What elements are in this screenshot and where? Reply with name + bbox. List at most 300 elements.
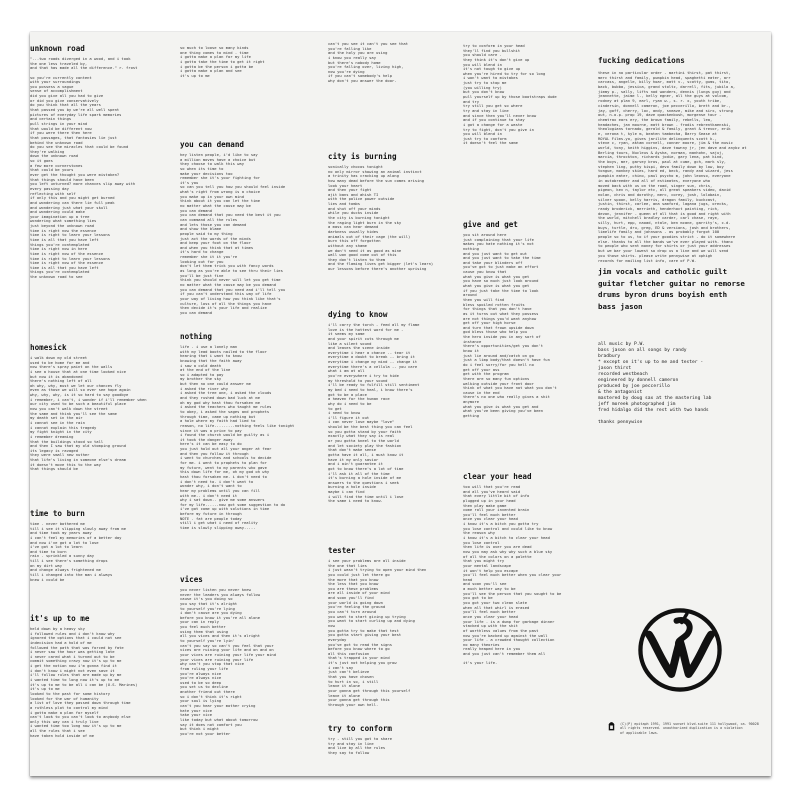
song-lyrics — [328, 42, 463, 84]
lyric-line: i see a house that at one time looked nice — [30, 369, 127, 374]
lyric-line: so i don't think it's right — [180, 694, 242, 699]
song-title: dying to know — [328, 310, 388, 319]
lyric-line: and that has made all the difference." r. frost — [30, 66, 138, 71]
lyric-line: and the holy you are using — [328, 51, 388, 56]
lyric-line: why do i need to be — [328, 401, 372, 406]
lyric-line: at the end of the line — [180, 368, 231, 373]
dedication-line: headaches, jan mourne, matt brown - frodis rebrentkaenski, — [598, 122, 731, 127]
lyric-line: a list of love they passed down through time — [30, 701, 131, 706]
lyric-line: it's up to me — [30, 687, 60, 692]
column-5 — [598, 32, 771, 776]
lyric-line: what's right from wrong is a choice — [180, 190, 261, 195]
lyric-line: things you're contemplated — [30, 242, 90, 247]
lyric-line: when all that whirl is erased — [463, 605, 530, 610]
lyric-line: your life - a crowded thought collection — [463, 638, 555, 643]
lyric-line: and then I saw that my old stomping ground — [30, 444, 127, 449]
lyric-line: time is right to learn your lessons — [30, 256, 111, 261]
dedication-line: out, n.o.p. prop 19, dave quackenbush, morgense tour - — [598, 113, 722, 118]
lyric-line: you gotta try to make that test — [328, 628, 399, 633]
lyric-line: hear my problems until you can fill — [180, 488, 261, 493]
lyric-line: no many theories — [463, 642, 500, 647]
lyric-line: one thing comes to mind - time — [180, 50, 249, 55]
song-title: time to burn — [30, 509, 85, 518]
lyric-line: you're always nice — [180, 671, 222, 676]
lyric-line: and lets those you can demand — [180, 222, 247, 227]
dedication-line: marcia, throckton, richards jodie, gary lena, pat kind, — [598, 155, 724, 160]
song-lyrics — [328, 165, 463, 272]
lyric-line: that things should have been — [30, 177, 95, 182]
lyric-line: what i am at all — [328, 369, 365, 374]
lyric-line: it's up to me to be all i can be (U.S. Marines) — [30, 682, 138, 687]
lyric-line: i gotta make a plan for my life — [180, 55, 251, 60]
lyric-line: try still you get so where — [463, 104, 523, 109]
lineup-line: bass jason — [598, 301, 643, 311]
lyric-line: that you might try — [463, 559, 505, 564]
lyric-line: that's trapped in your mind — [328, 656, 390, 661]
dedication-line: the boys, mer, garvey bros, paul at cume, gch, mark sly, — [598, 160, 727, 165]
lyric-line: i'll carry the torch - feed all my flame — [328, 323, 420, 327]
lyric-line: looked to the past for some history — [30, 691, 111, 696]
song-title: clear your head — [463, 472, 532, 481]
song-title: homesick — [30, 343, 67, 352]
song-lyrics — [328, 559, 463, 708]
lineup-line: jim vocals and catholic guilt — [598, 267, 728, 276]
lyric-line: to get — [328, 406, 342, 411]
lyric-line: never the leaders you always follow — [180, 592, 261, 597]
lyric-line: now there's spray paint on the walls — [30, 365, 113, 370]
pennywise-pw-logo — [637, 607, 723, 693]
dedications-title: fucking dedications — [598, 56, 685, 65]
dedication-line: buys, turtle, dru, greg, ED & versions, josh and brothers, — [598, 225, 731, 230]
lyric-line: have taken hold inside of me — [30, 733, 95, 738]
lyric-line: of worthless values from the past — [463, 628, 539, 633]
lyric-line: wondering what something lies — [30, 219, 97, 224]
dedication-line: to people who sent money for shirts or just your addresses — [598, 244, 731, 249]
lineup — [598, 267, 771, 311]
lyric-line: i wanted time to long now it's up to me — [30, 678, 120, 683]
lyric-line: i never saw the hour was getting late — [30, 650, 115, 655]
lyric-line: can't you say so can't you feel that your — [180, 643, 274, 648]
lyric-line: what you give is what you get — [463, 284, 530, 289]
lyric-line: and live by all the rules — [328, 746, 386, 751]
lyric-line: it took the danger away — [180, 437, 233, 442]
lyric-line: that would be different now — [30, 126, 92, 131]
lyric-line: you got your two clean slate — [463, 601, 528, 606]
lyric-line: think you should never will let you get time — [180, 278, 281, 283]
lyric-line: just act the words of the minds — [180, 236, 251, 241]
lyric-line: you want to start curling up and dying — [328, 619, 415, 624]
lyric-line: it's just not helping you grow — [328, 661, 397, 666]
lyric-line: i see your problems are all inside — [328, 559, 406, 563]
lyric-line: time is right now of the essence — [30, 251, 104, 256]
dedication-line: cindersin, donnell cameron, joe peccerillo, brett and br., — [598, 103, 731, 108]
lineup-line: guitar fletcher guitar no remorse — [598, 278, 745, 288]
epitaph-label-icon — [608, 720, 615, 731]
lyric-line: and all you've heard said — [463, 489, 521, 494]
credit-line: jason thirst — [598, 366, 632, 371]
lyric-line: before my future in through — [180, 512, 242, 517]
lyric-line: get off your ass — [463, 367, 500, 372]
lyric-line: god bless those who help you — [463, 330, 528, 335]
song-lyrics — [30, 522, 180, 582]
lyric-line: your soul is lying — [180, 699, 222, 704]
lyric-line: lies and tombs — [328, 202, 361, 207]
lyric-line: so when its time to — [180, 166, 224, 171]
lyric-line: you can demand that you need and i'll tell you — [180, 287, 286, 292]
lyric-line: you say that it's alright — [180, 601, 238, 606]
lyric-line: then you will find — [463, 297, 505, 302]
song-lyrics — [463, 44, 598, 146]
lyric-line: ignored the options that i could not see — [30, 636, 122, 641]
lyric-line: just a limp body/that doesn't have fun — [463, 358, 550, 363]
lyric-line: maybe i can find — [328, 490, 365, 495]
lyric-line: time is right now of the essence — [30, 261, 104, 266]
lyric-line: vices are ruining your life and on and on — [180, 648, 274, 653]
lyric-line: another friend out there — [180, 690, 235, 695]
lyric-line: and then your fight — [328, 188, 372, 193]
lyric-line: it doesn't feel the same — [463, 141, 518, 146]
lyric-line: that passed you by we're all well spent — [30, 108, 120, 113]
column-2 — [180, 32, 328, 776]
lyric-line: pictures of everyday life spark memories — [30, 112, 122, 117]
lyric-line: here's it can be easy to do — [180, 442, 242, 447]
song-give-and-get — [463, 220, 598, 419]
lyric-line: a mass can hear demand — [328, 225, 379, 230]
lyric-line: it seems my same — [328, 332, 365, 337]
lyric-line: i've got a lot to learn — [30, 545, 83, 550]
lyric-line: knowing that the faith away — [180, 358, 242, 363]
lyric-line: burn this off forgotten — [328, 239, 381, 244]
lyric-line: really heaped here in you — [463, 647, 521, 652]
lyric-line: like today but what about tomorrow — [180, 717, 258, 722]
lyric-line: a few more cornerstones — [30, 163, 83, 168]
song-dying-to-know — [328, 310, 463, 504]
lyric-line: i've got come up with solutions in time — [180, 507, 270, 512]
lyric-line: they choose to walk this way — [180, 162, 245, 167]
lyric-line: what you give is what you get — [463, 274, 530, 279]
lyric-line: there's no one who really gives a shit — [463, 395, 550, 400]
lyric-line: you can't turn around — [328, 610, 377, 615]
lyric-line: that life's living in someone else's dream — [30, 458, 127, 463]
lyric-line: while you ducks inside — [328, 211, 379, 216]
lyric-line: cause in the end — [463, 390, 500, 395]
lyric-line: and turn that frown upside down — [463, 325, 534, 330]
lyric-line: why i sat down.. give me some answers — [180, 498, 265, 503]
lyric-line: i won't want to mistakes — [463, 76, 518, 81]
song-try-to-conform — [328, 724, 463, 756]
lyric-line: on my dirt way — [30, 563, 63, 568]
lyric-line: cause you know that — [463, 270, 507, 275]
lyric-line: do you see the miracles that could be found — [30, 145, 129, 150]
lyric-line: from ruling your life — [180, 666, 229, 671]
lyric-line: answers to the questions i seek — [328, 480, 399, 485]
lyric-line: before you know it you're all alone — [180, 615, 261, 620]
lyric-line: just try to stop me — [463, 81, 507, 86]
lyric-line: used to be home for me and — [30, 360, 90, 365]
lyric-line: that every little bit of info — [463, 494, 530, 499]
song-homesick — [30, 343, 180, 472]
lyric-line: you can demand — [180, 310, 213, 315]
song-lyrics — [463, 233, 598, 419]
lyric-line: or did you give conservatively — [30, 98, 99, 103]
lyric-line: know it — [463, 349, 480, 354]
lyric-line: i asked the tree one, i asked the clouds — [180, 391, 272, 396]
lyric-line: once you clear your head — [463, 614, 518, 619]
lyric-line: bless spoiled rotten fruits — [463, 302, 525, 307]
lyric-line: getting — [463, 413, 480, 418]
lyric-line: it's your life. — [463, 661, 498, 666]
lyric-line: i'll ask it all of the time — [328, 471, 390, 476]
lyric-line: just complaining that your life — [463, 237, 534, 242]
copyright-line: (C)(P) epitaph 1991, 1991 sunset blvd.suite 111 hollywood, ca. 90028 — [620, 722, 759, 726]
credit-line: bradbury — [598, 354, 621, 359]
lyric-line: i gotta be the person i gotta be — [180, 64, 254, 69]
lyric-line: you want to start giving up trying — [328, 614, 406, 619]
lyric-line: your imagination up a tree — [30, 214, 90, 219]
dedication-line: tongue, monkey skies, hard ed, beck, randy and wizard, jess — [598, 169, 733, 174]
lyric-line: and wondering just what your skull — [30, 205, 108, 210]
lyric-line: you're falling over, living high, — [328, 65, 404, 70]
lyric-line: time - never bothered me — [30, 522, 85, 526]
song-lyrics — [180, 588, 328, 737]
lyric-line: to yourself you're lyin' — [180, 639, 235, 644]
credit-line: mastered by doug sax at the mastering lab — [598, 396, 712, 401]
credit-line: thanks pennywise — [598, 420, 643, 425]
lyric-line: and time to burn — [30, 549, 67, 554]
dedication-line: carcass, angelle, billy hoar, matt v., scotty, gums, tito, — [598, 80, 731, 85]
lyric-line: you should care . — [463, 53, 502, 58]
lyric-line: i wanted time too long now it's up to me — [30, 724, 122, 729]
lyric-line: culture, loss of all the things you have — [180, 301, 272, 306]
lyric-line: sense of accomplishment — [30, 89, 83, 94]
lyric-line: exactly what they say is real — [328, 434, 395, 439]
lyric-line: a trinity has cracking up along — [328, 174, 399, 179]
lyric-line: no only mirror showing an animal instinct — [328, 169, 422, 174]
lyric-line: the one that lies — [328, 563, 367, 568]
lyric-line: the hero inside you in any sort of — [463, 335, 541, 340]
lyric-line: and if you continue to stay — [463, 118, 525, 123]
lyric-line: you just hold out all your anger at fear — [180, 447, 272, 452]
copyright-line: of applicable laws. — [620, 730, 659, 735]
lyric-line: you can demand — [180, 208, 213, 213]
lyric-line: the one less traveled by, — [30, 61, 88, 66]
lyric-line: you are these problems — [328, 586, 379, 591]
lyric-line: so you're currently content — [30, 75, 92, 80]
lyric-line: too will that you're read — [463, 485, 521, 489]
dedication-line: steve c, ryan, aktam cornell, conner moore, jim & the music — [598, 141, 733, 146]
lyric-line: i asked the river why — [180, 386, 229, 391]
lyric-line: our city used to be such a beautiful place — [30, 402, 127, 407]
lyric-line: the city is burning tonight — [328, 216, 390, 221]
lyric-line: what you give is what you get and — [463, 404, 539, 409]
lyric-line: you lose control — [463, 540, 500, 545]
lyric-line: time is right now in here — [30, 247, 88, 252]
lyric-line: pull yourself up by those bootstraps dude — [463, 95, 557, 100]
lyric-line: time is all that you have left — [30, 265, 99, 270]
song-title: it's up to me — [30, 614, 90, 623]
lyric-line: looked for the war of humanity — [30, 696, 99, 701]
lyric-line: they were small new nuther — [30, 453, 90, 458]
lyric-line: indecision had a hold of me — [30, 640, 92, 645]
lyric-line: you'll be just fine — [180, 273, 224, 278]
lyric-line: even as those we will so ever see hope again — [30, 388, 131, 393]
lyric-line: i followed rules and i don't know why — [30, 631, 115, 636]
lyric-line: and you just want to get out — [463, 251, 528, 256]
lyric-line: nothing — [463, 246, 480, 251]
lyric-line: all this confusion — [328, 651, 370, 656]
lyric-line: if only this and you might get burned — [30, 196, 115, 201]
lyric-line: it's you — [180, 180, 199, 185]
dedication-line: back, bubba, jessica, grand stoltz, darrell, fits, jubilo a, — [598, 85, 736, 90]
lyric-line: reason, no life.........nothing feels like tonight — [180, 423, 295, 428]
lyric-line: i need to know — [328, 411, 361, 416]
song-lyrics — [30, 627, 180, 738]
lyric-line: (you willing try) — [463, 85, 502, 90]
lyric-line: no matter what the cause may be you demand — [180, 282, 277, 287]
lyric-line: you possess a vague — [30, 84, 74, 89]
lyric-line: you'll feel much better — [463, 610, 516, 615]
lyric-line: can't you see it can't you see that — [328, 42, 409, 46]
dedication-line: merc thirst and family, pumpkin head, spaghetti eater, arr — [598, 75, 731, 80]
lyric-line: head — [463, 577, 473, 582]
lyric-line: but there's nobody home — [328, 60, 381, 65]
lyric-line: i'll follow rules that are made up by me — [30, 673, 122, 678]
lyric-line: i know it's a bitch to clear your head — [463, 536, 550, 541]
song-so-much-to-lose — [180, 46, 328, 78]
song-title: vices — [180, 575, 203, 584]
lyric-line: it's burning a hole inside of me — [328, 476, 402, 481]
lyric-line: that the buildings stood so tall — [30, 439, 104, 444]
lyric-line: i know it's a bitch you gotta try — [463, 522, 539, 527]
credits-text — [598, 342, 771, 426]
lyric-line: behind the unknown road — [30, 140, 83, 145]
dedication-line: silver spoon, kelly harris, dragon family, buckcast, — [598, 197, 717, 202]
lyric-line: as it turns out what they possess — [463, 311, 539, 316]
lyric-line: the less that you know — [328, 582, 379, 587]
lyric-line: and your spirit cuts through me — [328, 336, 399, 341]
lyric-line: the more that you know — [328, 577, 379, 582]
lyric-sheet — [30, 32, 771, 776]
lyric-line: it's not tough to give up — [463, 67, 521, 72]
lyric-line: i can't say — [328, 665, 354, 670]
dedication-line: rodney at plan 9, earl, ryan w., s. r. x, youth tribe, — [598, 99, 722, 104]
lyric-line: your gonna get through this yourself — [328, 688, 411, 693]
dedication-line: pumpkin eater, chino, paul psycho m, john leonso, everyone — [598, 174, 731, 179]
lyric-line: all the rules that i see — [30, 729, 85, 734]
lyric-line: the reason why — [463, 531, 496, 536]
lyric-line: why don't you answer the door. — [328, 79, 397, 84]
lyric-line: now you may ask why why such a blue sky — [463, 549, 553, 554]
lyric-line: are all inside of your mind — [328, 591, 390, 596]
lyric-line: the unknown road to see — [30, 275, 83, 280]
lyric-line: plugged up in your head — [463, 498, 516, 503]
lyric-line: with me.. i don't need it — [180, 493, 238, 498]
lyric-line: and when you think that at times — [180, 245, 254, 250]
song-lyrics — [30, 356, 180, 472]
lyric-line: i never cared what i turned out to be — [30, 654, 115, 659]
lyric-line: hearing that i want to know — [180, 354, 242, 359]
lyric-line: the same i need to know. — [328, 499, 383, 504]
lyric-line: so you gotta stand by your faith — [328, 429, 402, 434]
lyric-line: used to be so deep — [180, 680, 222, 685]
lyric-line: and let society play the fashion — [328, 443, 402, 448]
lyric-line: i don't cause are you dying — [180, 611, 242, 616]
dedication-line: jimmy p., sally, lifts nod wonders, dennis (lungs guy) and — [598, 89, 731, 94]
lyric-line: just lie around and/catch on go — [463, 353, 534, 358]
lyric-line: there are so many fun options — [463, 376, 530, 381]
lyric-line: my threshold to your sound — [328, 378, 388, 383]
lyric-line: its legacy is ravaged — [30, 448, 79, 453]
song-lyrics — [30, 57, 180, 280]
lyric-line: and they rushed down bad luck at me — [180, 396, 261, 401]
lyric-line: they're walking — [30, 149, 65, 154]
column-3 — [328, 32, 463, 776]
lyric-line: your world is going down — [328, 600, 383, 605]
lyric-line: time is all that you have left — [30, 237, 99, 242]
dedication-line: the world, mitchell bradley carder, carl chase, raye, — [598, 216, 720, 221]
lyric-line: can command all the rules — [180, 217, 238, 222]
lyric-line: make your decisions too — [180, 171, 233, 176]
lyric-line: and keep your foot on the floor — [180, 241, 251, 246]
lyric-line: why, why, why, is it so hard to say goodbye — [30, 393, 129, 398]
song-vices — [180, 575, 328, 737]
song-you-can-demand — [180, 140, 328, 315]
lyric-line: to yourself you're lying — [180, 606, 235, 611]
lyric-line: so i adapted to pay — [180, 372, 224, 377]
lyric-line: so much to loose so many kinds — [180, 46, 249, 50]
lyric-line: your life - is a dump for garbage dinner — [463, 619, 555, 624]
lyric-line: to obey, i asked the sages and prophets — [180, 409, 270, 414]
lyric-line: your vices are ruining your life — [180, 657, 254, 662]
lyric-line: you lose control and could like to know — [463, 526, 553, 531]
lyric-line: only this way can i truly live — [30, 719, 99, 724]
lyric-line: the raging light burn in the sky — [328, 220, 402, 225]
lyric-line: my death set in the air — [30, 416, 83, 421]
lyric-line: get off your high horse — [463, 321, 516, 326]
lyric-line: with your surroundings — [30, 80, 81, 85]
lyric-line: and then you follow it through — [180, 451, 249, 456]
lyric-line: i saw a cold death — [180, 363, 222, 368]
lyric-line: why can't you stop that vice — [180, 662, 245, 667]
lyric-line: down the unknown road — [30, 154, 79, 159]
lyric-line: around — [463, 293, 477, 298]
lyric-line: and try — [463, 99, 480, 104]
lyric-line: the same and think you'll see the same — [30, 411, 117, 416]
lyric-line: time is slowly slipping away..... — [180, 525, 256, 530]
dedication-line: records for mailing list info, care of P.W. — [598, 258, 697, 263]
lyric-line: do i feel sorry/for you hell no — [463, 362, 534, 367]
copyright-line: all rights reserved. unauthorized duplication is a violation — [620, 726, 743, 731]
lyric-line: and time took my years away — [30, 531, 92, 536]
lyric-line: no matter what the cause may be — [180, 204, 251, 209]
dedication-line: e, verona t, kyle m, beaten tambecka, Barry Sease at — [598, 131, 717, 136]
lyric-line: you will blend in — [463, 62, 502, 67]
lyric-line: think of what you have not what you don't — [463, 386, 557, 391]
lyric-line: it's up to me — [180, 73, 210, 78]
lyric-line: and shut off your minds — [328, 206, 381, 211]
song-lyrics — [180, 345, 328, 531]
dedication-line: theologians tornado, gerald & family, grant & trevor, erik — [598, 127, 731, 132]
lyric-line: all you vices and then it's alright — [180, 634, 261, 639]
credit-line: all music by P.W. — [598, 342, 646, 347]
song-tester — [328, 546, 463, 708]
lyric-line: then life is over you are dead — [463, 545, 532, 550]
lyric-line: you've got to read the signs — [328, 642, 393, 647]
lyric-line: instance — [463, 339, 482, 344]
lyric-line: darkness usually hides — [328, 229, 379, 234]
lyric-line: say it does not comfort you — [180, 722, 242, 727]
lyric-line: a million moves have a choice but — [180, 157, 256, 162]
